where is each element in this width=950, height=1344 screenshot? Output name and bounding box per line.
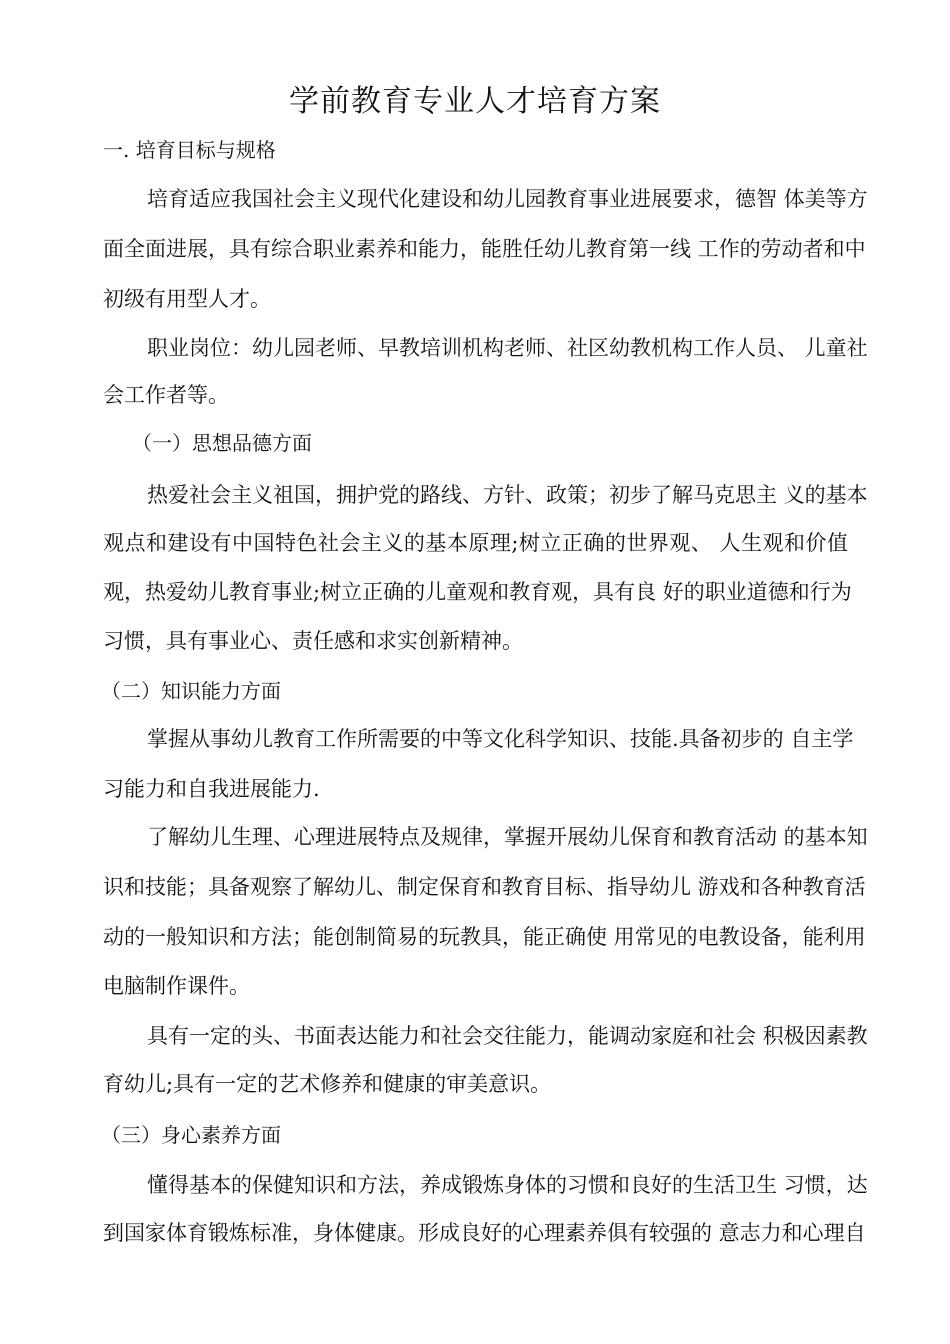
paragraph-line: 初级有用型人才。 xyxy=(103,287,271,311)
paragraph-line: 会工作者等。 xyxy=(103,383,229,407)
paragraph-line: 懂得基本的保健知识和方法，养成锻炼身体的习惯和良好的生活卫生 习惯，达 xyxy=(147,1173,868,1197)
paragraph-line: 面全面进展，具有综合职业素养和能力，能胜任幼儿教育第一线 工作的劳动者和中 xyxy=(103,237,866,261)
paragraph-line: 习惯，具有事业心、责任感和求实创新精神。 xyxy=(103,629,523,653)
paragraph-line: 习能力和自我进展能力. xyxy=(103,777,320,801)
paragraph-line: 职业岗位：幼儿园老师、早教培训机构老师、社区幼教机构工作人员、 儿童社 xyxy=(147,336,868,360)
paragraph-line: 热爱社会主义祖国，拥护党的路线、方针、政策；初步了解马克思主 义的基本 xyxy=(147,483,868,507)
section-heading-goals: 一. 培育目标与规格 xyxy=(103,138,276,162)
paragraph-line: 观，热爱幼儿教育事业;树立正确的儿童观和教育观，具有良 好的职业道德和行为 xyxy=(103,580,852,604)
paragraph-line: 培育适应我国社会主义现代化建设和幼儿园教育事业进展要求，德智 体美等方 xyxy=(147,187,868,211)
document-title: 学前教育专业人才培育方案 xyxy=(289,84,661,119)
paragraph-line: 识和技能；具备观察了解幼儿、制定保育和教育目标、指导幼儿 游戏和各种教育活 xyxy=(103,875,866,899)
paragraph-line: 动的一般知识和方法；能创制简易的玩教具，能正确使 用常见的电教设备，能利用 xyxy=(103,925,866,949)
paragraph-line: 了解幼儿生理、心理进展特点及规律，掌握开展幼儿保育和教育活动 的基本知 xyxy=(147,825,868,849)
paragraph-line: 电脑制作课件。 xyxy=(103,974,250,998)
paragraph-line: 育幼儿;具有一定的艺术修养和健康的审美意识。 xyxy=(103,1072,552,1096)
paragraph-line: 掌握从事幼儿教育工作所需要的中等文化科学知识、技能.具备初步的 自主学 xyxy=(147,727,854,751)
subheading-knowledge: （二）知识能力方面 xyxy=(101,679,281,703)
paragraph-line: 具有一定的头、书面表达能力和社会交往能力，能调动家庭和社会 积极因素教 xyxy=(147,1024,868,1048)
paragraph-line: 观点和建设有中国特色社会主义的基本原理;树立正确的世界观、 人生观和价值 xyxy=(103,531,848,555)
subheading-moral: （一）思想品德方面 xyxy=(132,431,312,455)
subheading-physical-mental: （三）身心素养方面 xyxy=(101,1123,281,1147)
paragraph-line: 到国家体育锻炼标准，身体健康。形成良好的心理素养俱有较强的 意志力和心理自 xyxy=(103,1221,866,1245)
